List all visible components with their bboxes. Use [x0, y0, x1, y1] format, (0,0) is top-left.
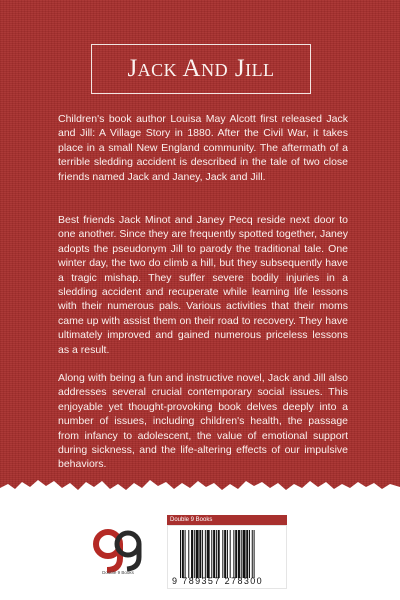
barcode-bar	[202, 530, 203, 578]
barcode-bar	[194, 530, 195, 578]
description-paragraph-3: Along with being a fun and instructive novel, Jack and Jill also addresses several crucial contemporary social issues. This enjoyable yet thought-provoking book delves deeply into a number of issues, including children's health, the passage from infancy to adolescent, the value of emotional support during sickness, and the life-altering effects of our impulsive behaviors.	[58, 372, 348, 471]
torn-paper-edge	[0, 470, 400, 510]
barcode-bar	[180, 530, 181, 578]
logo-wordmark: Double 9 Books	[102, 570, 134, 575]
barcode-bar	[243, 530, 246, 578]
barcode-bar	[218, 530, 220, 578]
barcode-bar	[199, 530, 201, 578]
barcode-bar	[227, 530, 228, 578]
barcode-bar	[185, 530, 186, 578]
barcode-bar	[254, 530, 255, 578]
isbn-number: 9 789357 278300	[172, 576, 264, 586]
description-paragraph-2: Best friends Jack Minot and Janey Pecq reside next door to one another. Since they are frequently spotted together, Janey adopts the pseudonym Jill to parody the traditional tale. One winter day, the two do climb a hill, but they subsequently have a tragic mishap. They suffer severe bodily injuries in a sledding accident and recuperate while learning life lessons with their numerous pals. Various activities that their moms came up with assist them on their road to recovery. They have ultimately improved and gained numerous priceless lessons as a result.	[58, 214, 348, 356]
barcode-bar	[191, 530, 193, 578]
barcode-bar	[188, 530, 189, 578]
barcode-bar	[196, 530, 199, 578]
barcode-bar	[213, 530, 215, 578]
barcode-bar	[235, 530, 237, 578]
barcode-bar	[211, 530, 212, 578]
book-title: Jack And Jill	[127, 55, 275, 82]
isbn-barcode	[167, 525, 287, 589]
barcode-bar	[205, 530, 206, 578]
barcode-bar	[182, 530, 184, 578]
barcode-bar	[233, 530, 234, 578]
barcode-bars	[180, 530, 280, 578]
barcode-bar	[241, 530, 242, 578]
barcode-bar	[222, 530, 223, 578]
barcode-bar	[252, 530, 253, 578]
barcode-bar	[249, 530, 250, 578]
barcode-bar	[216, 530, 217, 578]
barcode-bar	[238, 530, 240, 578]
publisher-name: Double 9 Books	[167, 515, 287, 525]
barcode-bar	[246, 530, 248, 578]
barcode-bar	[224, 530, 226, 578]
barcode-bar	[207, 530, 210, 578]
description-paragraph-1: Children's book author Louisa May Alcott first released Jack and Jill: A Village Story in 1880. After the Civil War, it takes place in a small New England community. The aftermath of a terrible sledding accident is described in the tale of two close friends named Jack and Janey, Jack and Jill.	[58, 113, 348, 183]
barcode-bar	[230, 530, 231, 578]
title-frame	[91, 44, 311, 94]
double-9-books-logo-icon	[93, 528, 143, 576]
